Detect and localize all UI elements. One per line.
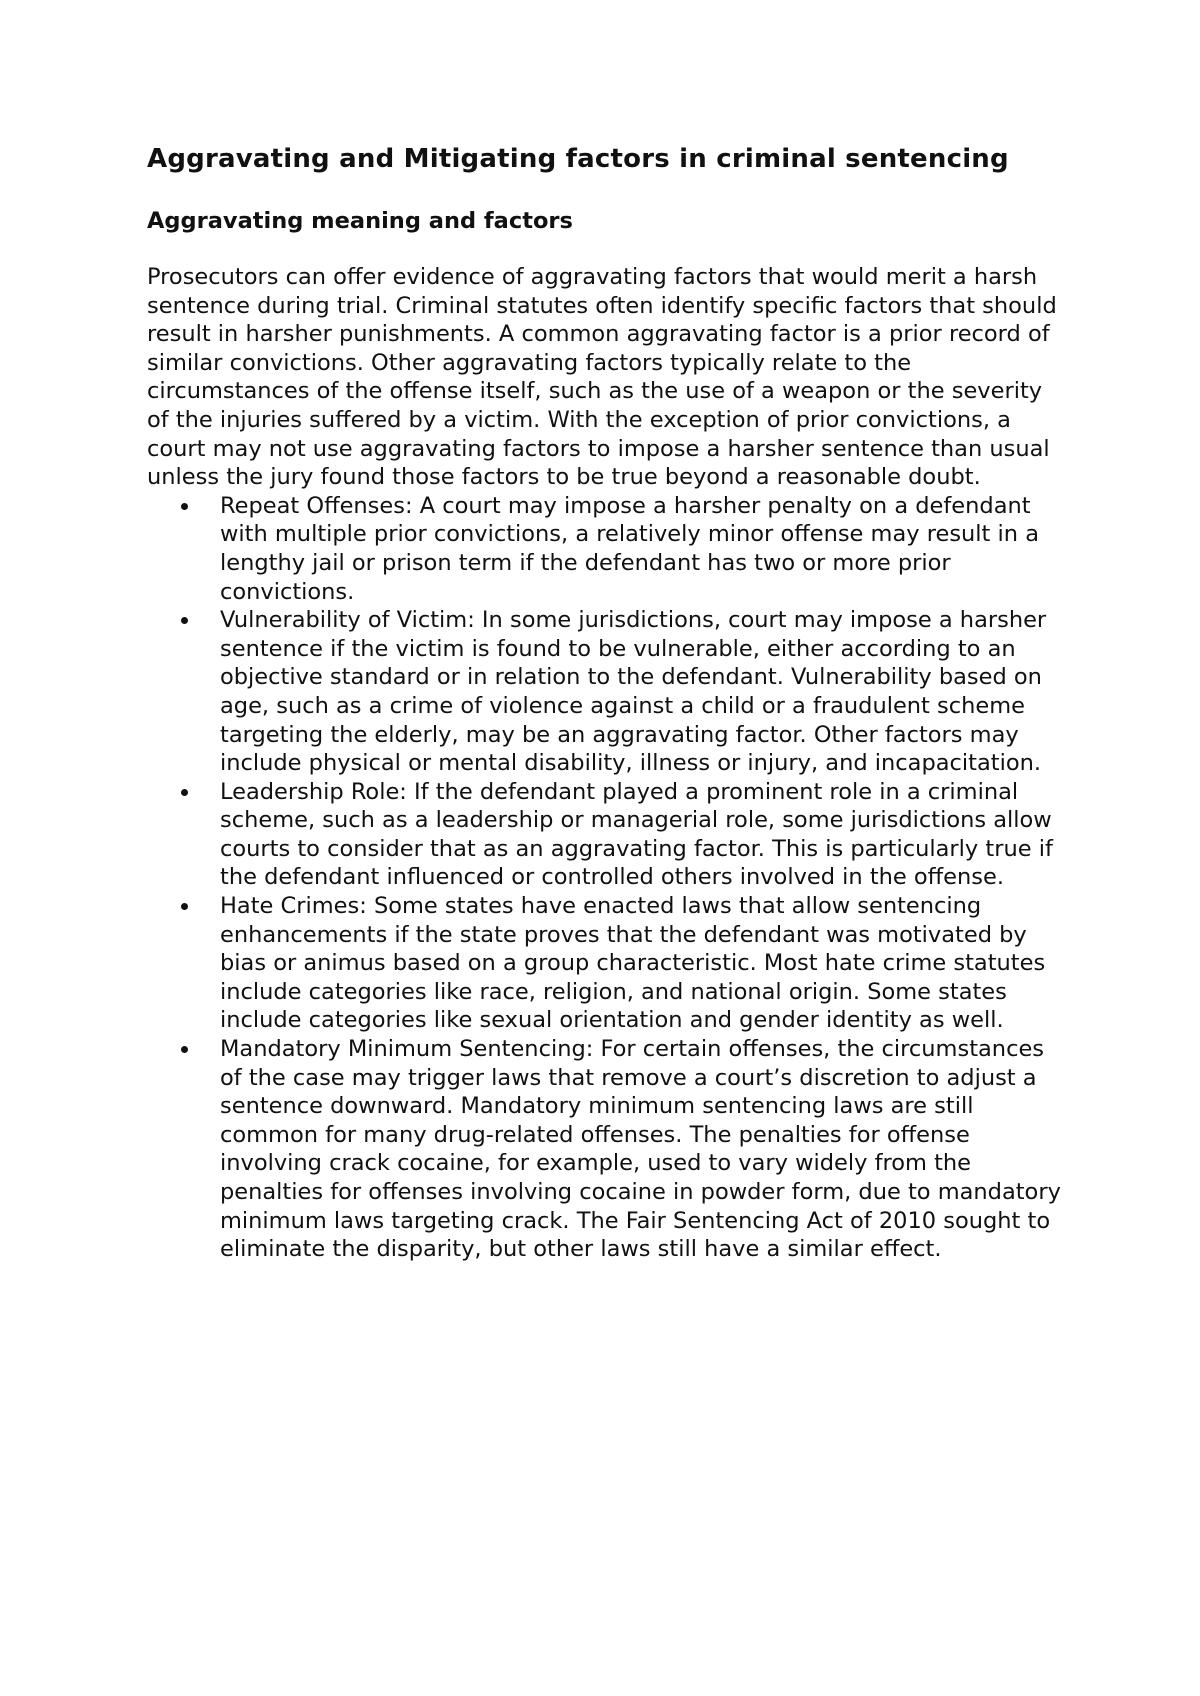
- bullet-icon: [181, 1046, 188, 1053]
- bullet-icon: [181, 903, 188, 910]
- list-item-vulnerability-of-victim: [147, 606, 1067, 778]
- list-item-text: Repeat Offenses: A court may impose a harsher penalty on a defendant with multiple prior convictions, a relatively minor offense may result in a lengthy jail or prison term if the defendant has two or more prior convictions.: [220, 492, 1039, 605]
- list-item-text: Hate Crimes: Some states have enacted laws that allow sentencing enhancements if the state proves that the defendant was motivated by bias or animus based on a group characteristic. Most hate crime statutes include categories like race, religion, and national origin. Some states include categories like sexual orientation and gender identity as well.: [220, 893, 1046, 1034]
- list-item-leadership-role: [147, 778, 1067, 892]
- list-item-text: Vulnerability of Victim: In some jurisdictions, court may impose a harsher sentence if the victim is found to be vulnerable, either according to an objective standard or in relation to the defendant. Vulnerability based on age, such as a crime of violence against a child or a fraudulent scheme targeting the elderly, may be an aggravating factor. Other factors may include physical or mental disability, illness or injury, and incapacitation.: [220, 607, 1047, 777]
- list-item-text: Mandatory Minimum Sentencing: For certain offenses, the circumstances of the case may trigger laws that remove a court’s discretion to adjust a sentence downward. Mandatory minimum sentencing laws are still common for many drug-related offenses. The penalties for offense involving crack cocaine, for example, used to vary widely from the penalties for offenses involving cocaine in powder form, due to mandatory minimum laws targeting crack. The Fair Sentencing Act of 2010 sought to eliminate the disparity, but other laws still have a similar effect.: [220, 1036, 1061, 1263]
- list-item-repeat-offenses: [147, 492, 1067, 606]
- bullet-icon: [181, 789, 188, 796]
- list-item-hate-crimes: [147, 892, 1067, 1035]
- bullet-icon: [181, 617, 188, 624]
- document-title: Aggravating and Mitigating factors in criminal sentencing: [147, 144, 1009, 174]
- document-content: [147, 143, 1067, 1264]
- list-item-text: Leadership Role: If the defendant played a prominent role in a criminal scheme, such as a leadership or managerial role, some jurisdictions allow courts to consider that as an aggravating factor. This is particularly true if the defendant influenced or controlled others involved in the offense.: [220, 778, 1053, 891]
- list-item-mandatory-minimum-sentencing: [147, 1035, 1067, 1264]
- bullet-icon: [181, 503, 188, 510]
- section-heading: Aggravating meaning and factors: [147, 208, 573, 234]
- intro-paragraph: Prosecutors can offer evidence of aggravating factors that would merit a harsh sentence during trial. Criminal statutes often identify specific factors that should result in harsher punishments. A common aggravating factor is a prior record of similar convictions. Other aggravating factors typically relate to the circumstances of the offense itself, such as the use of a weapon or the severity of the injuries suffered by a victim. With the exception of prior convictions, a court may not use aggravating factors to impose a harsher sentence than usual unless the jury found those factors to be true beyond a reasonable doubt.: [147, 264, 1057, 491]
- aggravating-factors-list: [147, 492, 1067, 1264]
